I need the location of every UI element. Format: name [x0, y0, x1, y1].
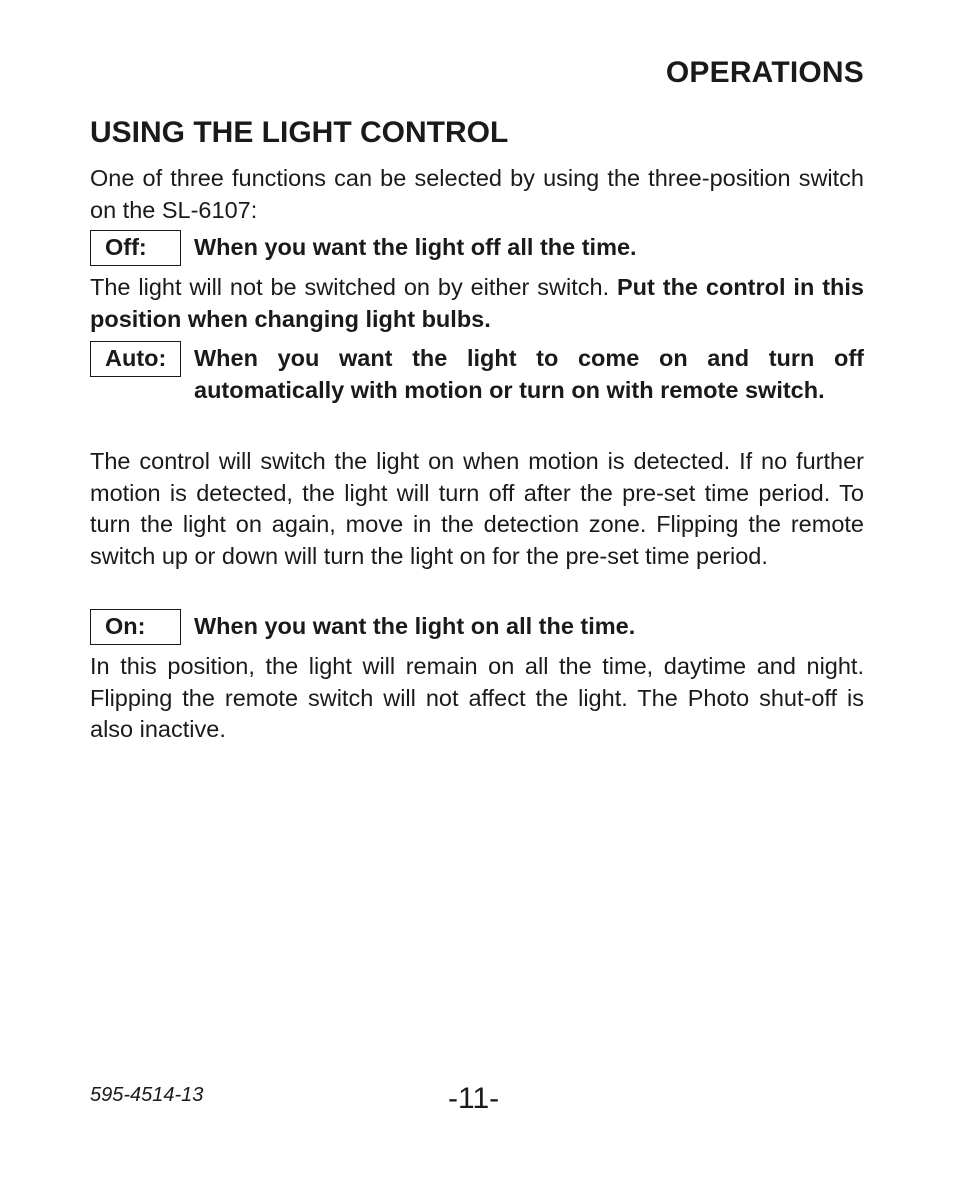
mode-label-on: On:: [90, 609, 181, 645]
mode-desc-off-bold: Put the control in this position when changing light bulbs.: [90, 274, 864, 332]
page-number: -11-: [448, 1082, 500, 1115]
mode-desc-off: [90, 272, 864, 335]
page-title: USING THE LIGHT CONTROL: [90, 116, 509, 149]
mode-desc-off-text: The light will not be switched on by either switch.: [90, 274, 617, 300]
intro-paragraph: One of three functions can be selected by using the three-position switch on the SL-6107:: [90, 165, 864, 223]
mode-heading-auto: When you want the light to come on and turn off automatically with motion or turn on with remote switch.: [194, 345, 864, 403]
mode-heading-off: When you want the light off all the time.: [194, 234, 637, 260]
document-code: 595-4514-13: [90, 1084, 204, 1106]
mode-label-auto: Auto:: [90, 341, 181, 377]
section-header: OPERATIONS: [665, 56, 864, 89]
mode-heading-on: When you want the light on all the time.: [194, 613, 636, 639]
mode-desc-on: In this position, the light will remain on all the time, daytime and night. Flipping the remote switch will not affect the light. The Photo shut-off is also inactive.: [90, 653, 864, 742]
mode-label-off: Off:: [90, 230, 181, 266]
mode-desc-auto: The control will switch the light on when motion is detected. If no further motion is detected, the light will turn off after the pre-set time period. To turn the light on again, move in the detection zone. Flipping the remote switch up or down will turn the light on for the pre-set time period.: [90, 448, 864, 569]
